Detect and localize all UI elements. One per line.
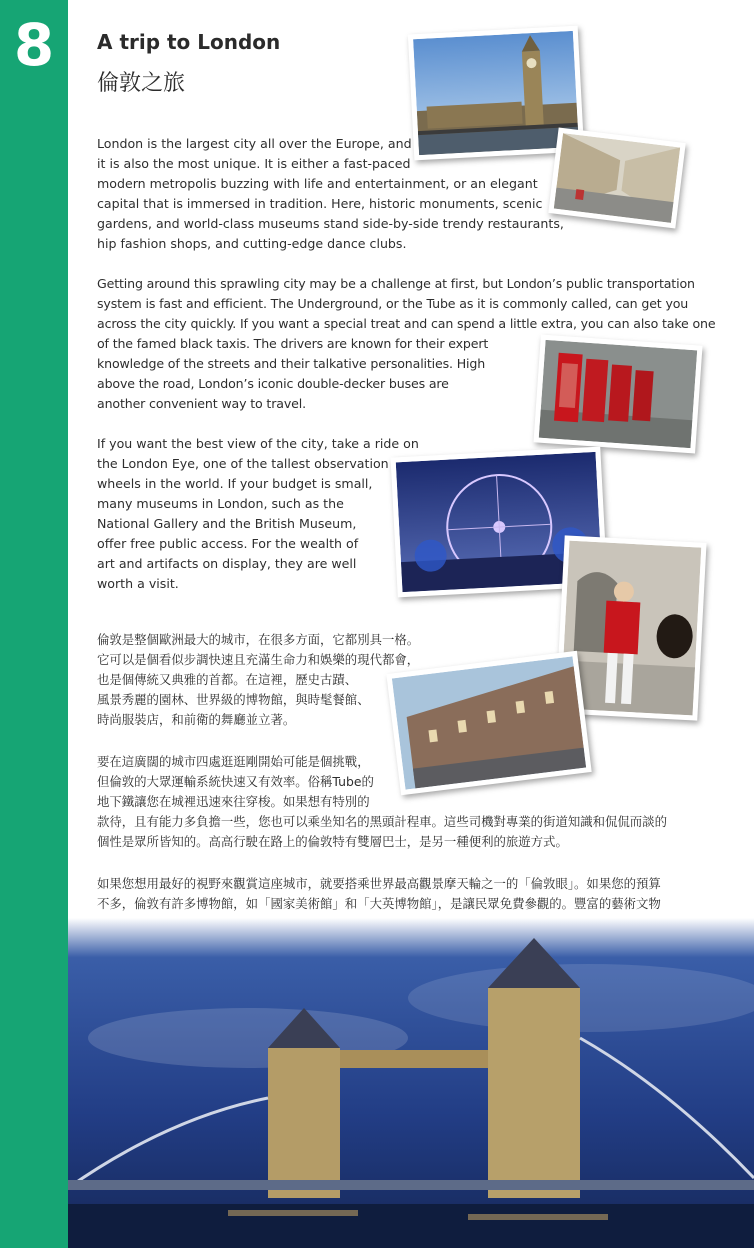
text-line: modern metropolis buzzing with life and entertainment, or an elegant bbox=[97, 176, 538, 191]
text-line: many museums in London, such as the bbox=[97, 496, 344, 511]
text-line: art and artifacts on display, they are well bbox=[97, 556, 357, 571]
chinese-paragraph-3 bbox=[97, 874, 661, 914]
photo-telephone-boxes bbox=[533, 334, 702, 453]
text-line: 時尚服裝店，和前衛的舞廳並立著。 bbox=[97, 712, 296, 727]
text-line: capital that is immersed in tradition. Here, historic monuments, scenic bbox=[97, 196, 543, 211]
text-line: Getting around this sprawling city may be a challenge at first, but London’s public transportation bbox=[97, 276, 695, 291]
text-line: knowledge of the streets and their talkative personalities. High bbox=[97, 356, 486, 371]
text-line: worth a visit. bbox=[97, 576, 179, 591]
text-line: 不多，倫敦有許多博物館，如「國家美術館」和「大英博物館」，是讓民眾免費參觀的。豐富的藝術文物 bbox=[97, 896, 661, 911]
text-line: above the road, London’s iconic double-decker buses are bbox=[97, 376, 449, 391]
page-title-chinese: 倫敦之旅 bbox=[97, 71, 186, 96]
chapter-sidebar bbox=[0, 0, 68, 1248]
text-line: National Gallery and the British Museum, bbox=[97, 516, 357, 531]
text-line: offer free public access. For the wealth of bbox=[97, 536, 359, 551]
text-line: 個性是眾所皆知的。高高行駛在路上的倫敦特有雙層巴士，是另一種便利的旅遊方式。 bbox=[97, 834, 568, 849]
text-line: 如果您想用最好的視野來觀賞這座城市，就要搭乘世界最高觀景摩天輪之一的「倫敦眼」。如果您的預算 bbox=[97, 876, 661, 891]
text-line: wheels in the world. If your budget is small, bbox=[97, 476, 373, 491]
text-line: across the city quickly. If you want a special treat and can spend a little extra, you can also take one bbox=[97, 316, 716, 331]
text-line: 款待，且有能力多負擔一些，您也可以乘坐知名的黑頭計程車。這些司機對專業的街道知識和侃侃而談的 bbox=[97, 814, 667, 829]
english-paragraph-3 bbox=[97, 434, 419, 594]
text-line: 地下鐵讓您在城裡迅速來往穿梭。如果想有特別的 bbox=[97, 794, 370, 809]
chinese-paragraph-1 bbox=[97, 630, 419, 730]
text-line: 它可以是個看似步調快速且充滿生命力和娛樂的現代都會， bbox=[97, 652, 420, 667]
text-line: 要在這廣闊的城市四處逛逛剛開始可能是個挑戰， bbox=[97, 754, 370, 769]
photo-tower-bridge bbox=[68, 918, 754, 1248]
text-line: 風景秀麗的園林、世界級的博物館，與時髦餐館、 bbox=[97, 692, 370, 707]
photo-regent-street bbox=[548, 128, 686, 229]
text-line: system is fast and efficient. The Underground, or the Tube as it is commonly called, can get you bbox=[97, 296, 689, 311]
text-line: hip fashion shops, and cutting-edge dance clubs. bbox=[97, 236, 407, 251]
text-line: the London Eye, one of the tallest observation bbox=[97, 456, 389, 471]
photo-harrods-building bbox=[386, 651, 591, 795]
text-line: If you want the best view of the city, take a ride on bbox=[97, 436, 419, 451]
text-line: another convenient way to travel. bbox=[97, 396, 306, 411]
chapter-number: 8 bbox=[13, 11, 55, 79]
text-line: of the famed black taxis. The drivers are known for their expert bbox=[97, 336, 489, 351]
text-line: 但倫敦的大眾運輸系統快速又有效率。俗稱Tube的 bbox=[97, 774, 374, 789]
page-title-english: A trip to London bbox=[97, 30, 281, 54]
text-line: London is the largest city all over the Europe, and bbox=[97, 136, 412, 151]
text-line: gardens, and world-class museums stand side-by-side trendy restaurants, bbox=[97, 216, 564, 231]
text-line: 倫敦是整個歐洲最大的城市，在很多方面，它都別具一格。 bbox=[97, 632, 420, 647]
text-line: 也是個傳統又典雅的首都。在這裡，歷史古蹟、 bbox=[97, 672, 358, 687]
text-line: it is also the most unique. It is either a fast-paced bbox=[97, 156, 411, 171]
